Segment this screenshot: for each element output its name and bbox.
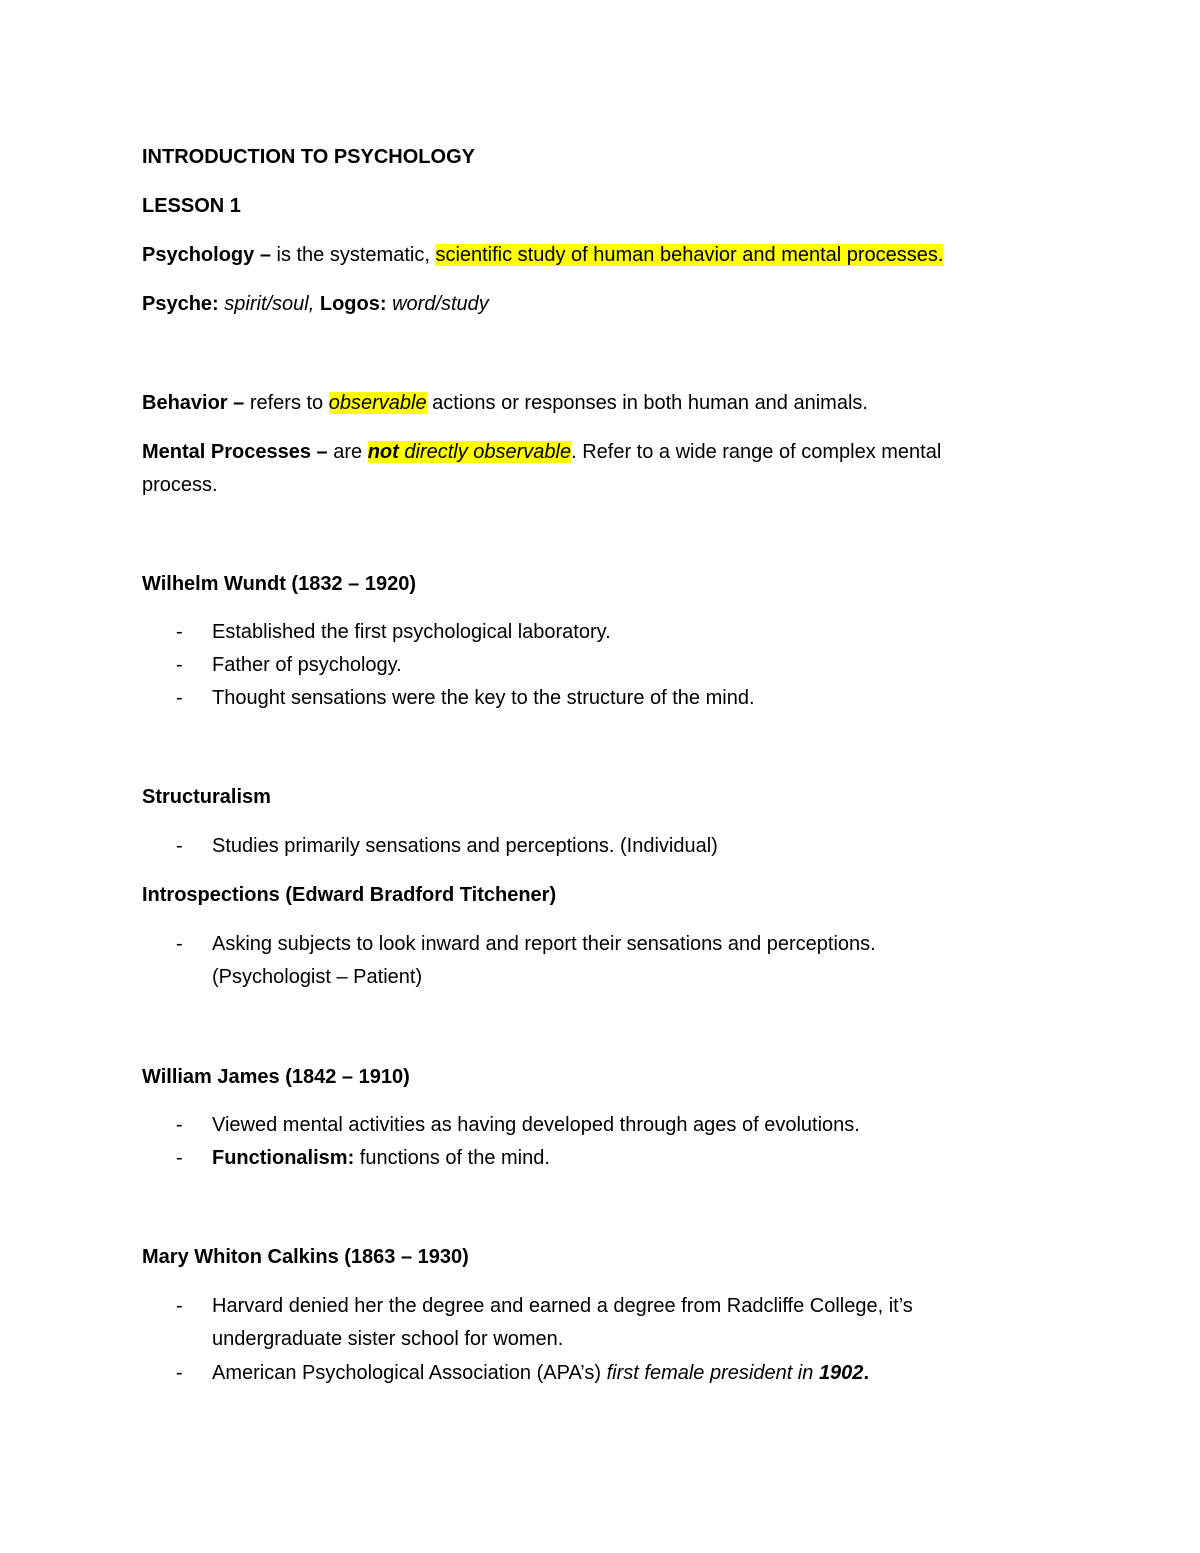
behavior-term: Behavior –	[142, 392, 245, 414]
james-item-1: Viewed mental activities as having developed through ages of evolutions.	[212, 1114, 860, 1136]
calkins-item-2-year: 1902	[818, 1362, 864, 1384]
list-bullet: -	[176, 1362, 183, 1384]
mental-highlight-rest: directly observable	[398, 441, 572, 463]
psychology-term: Psychology –	[142, 244, 271, 266]
wundt-item-1: Established the first psychological laboratory.	[212, 621, 611, 643]
logos-label: Logos:	[314, 293, 387, 315]
behavior-text-2: actions or responses in both human and animals.	[426, 392, 868, 414]
psychology-highlight: scientific study of human behavior and mental processes.	[435, 244, 944, 266]
list-bullet: -	[176, 654, 183, 676]
functionalism-term: Functionalism:	[212, 1147, 355, 1169]
calkins-item-2-italic: first female president in	[606, 1362, 819, 1384]
document-title: INTRODUCTION TO PSYCHOLOGY	[142, 146, 475, 168]
etymology-line	[142, 292, 489, 316]
psychology-text: is the systematic,	[270, 244, 436, 266]
psychology-definition	[142, 243, 943, 267]
calkins-item-2-end: .	[863, 1362, 869, 1384]
list-bullet: -	[176, 835, 183, 857]
introspections-item-line-1: Asking subjects to look inward and report their sensations and perceptions.	[212, 933, 876, 955]
mental-highlight-bold: not	[367, 441, 399, 463]
james-item-2	[212, 1146, 550, 1170]
list-bullet: -	[176, 1147, 183, 1169]
mental-term: Mental Processes –	[142, 441, 328, 463]
mental-text-2: . Refer to a wide range of complex mental	[571, 441, 942, 463]
psyche-value: spirit/soul,	[218, 293, 315, 315]
calkins-item-1-line-1: Harvard denied her the degree and earned a degree from Radcliffe College, it’s	[212, 1295, 913, 1317]
wundt-heading: Wilhelm Wundt (1832 – 1920)	[142, 573, 416, 595]
mental-text-3: process.	[142, 474, 218, 496]
james-heading: William James (1842 – 1910)	[142, 1066, 410, 1088]
introspections-heading: Introspections (Edward Bradford Titchener)	[142, 884, 557, 906]
structuralism-heading: Structuralism	[142, 786, 271, 808]
structuralism-item-1: Studies primarily sensations and perceptions. (Individual)	[212, 835, 718, 857]
lesson-heading: LESSON 1	[142, 195, 241, 217]
list-bullet: -	[176, 687, 183, 709]
mental-processes-definition	[142, 440, 941, 464]
introspections-item-line-2: (Psychologist – Patient)	[212, 966, 423, 988]
calkins-heading: Mary Whiton Calkins (1863 – 1930)	[142, 1246, 469, 1268]
list-bullet: -	[176, 1114, 183, 1136]
behavior-text-1: refers to	[244, 392, 329, 414]
psyche-label: Psyche:	[142, 293, 219, 315]
calkins-item-1-line-2: undergraduate sister school for women.	[212, 1328, 564, 1350]
wundt-item-3: Thought sensations were the key to the structure of the mind.	[212, 687, 755, 709]
calkins-item-2	[212, 1361, 869, 1385]
wundt-item-2: Father of psychology.	[212, 654, 402, 676]
list-bullet: -	[176, 1295, 183, 1317]
list-bullet: -	[176, 933, 183, 955]
behavior-definition	[142, 391, 868, 415]
mental-text-1: are	[327, 441, 368, 463]
logos-value: word/study	[386, 293, 489, 315]
calkins-item-2-text: American Psychological Association (APA’s)	[212, 1362, 607, 1384]
list-bullet: -	[176, 621, 183, 643]
behavior-highlight: observable	[328, 392, 427, 414]
functionalism-text: functions of the mind.	[354, 1147, 550, 1169]
